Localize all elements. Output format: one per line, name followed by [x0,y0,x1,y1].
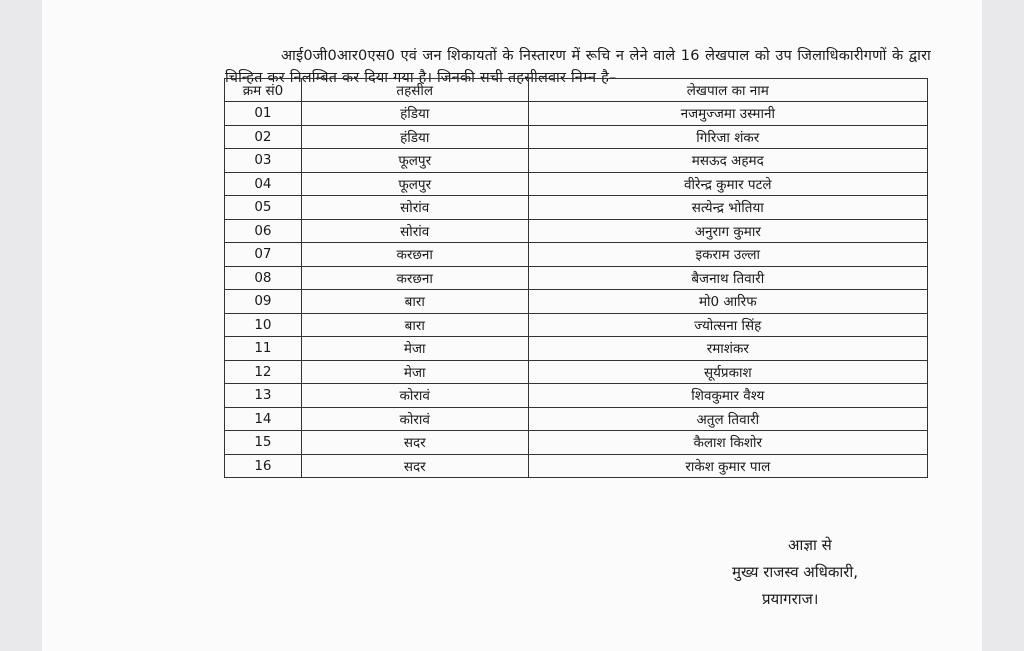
signature-order-line: आज्ञा से [788,536,832,554]
table-row [225,454,928,478]
lekhpal-name-cell: ज्योत्सना सिंह [528,313,927,337]
intro-paragraph: आई0जी0आर0एस0 एवं जन शिकायतों के निस्तारण में रूचि न लेने वाले 16 लेखपाल को उप जिलाधिकारीगणों के द्वारा चिन्हित कर निलम्बित कर दिया गया है। जिनकी सची तहसीलवार निम्न है– [225,47,931,86]
lekhpal-name-cell: गिरिजा शंकर [528,125,927,149]
table-header-row [225,79,928,102]
lekhpal-name-cell: अतुल तिवारी [528,407,927,431]
table-row [225,431,928,455]
lekhpal-table [224,78,928,478]
table-row [225,125,928,149]
serial-cell: 02 [225,125,302,149]
serial-cell: 03 [225,149,302,173]
header-lekhpal-name: लेखपाल का नाम [528,79,927,102]
serial-cell: 01 [225,102,302,126]
tehsil-cell: कोरावं [301,407,528,431]
serial-cell: 12 [225,360,302,384]
header-tehsil: तहसील [301,79,528,102]
lekhpal-name-cell: नजमुज्जमा उस्मानी [528,102,927,126]
tehsil-cell: फूलपुर [301,149,528,173]
tehsil-cell: करछना [301,243,528,267]
tehsil-cell: करछना [301,266,528,290]
tehsil-cell: हंडिया [301,102,528,126]
lekhpal-name-cell: राकेश कुमार पाल [528,454,927,478]
serial-cell: 04 [225,172,302,196]
table-row [225,243,928,267]
tehsil-cell: सदर [301,454,528,478]
lekhpal-name-cell: मो0 आरिफ [528,290,927,314]
lekhpal-name-cell: शिवकुमार वैश्य [528,384,927,408]
serial-cell: 11 [225,337,302,361]
serial-cell: 13 [225,384,302,408]
serial-cell: 05 [225,196,302,220]
table-row [225,384,928,408]
tehsil-cell: मेजा [301,360,528,384]
tehsil-cell: सोरांव [301,196,528,220]
table-row [225,407,928,431]
table-row [225,290,928,314]
serial-cell: 09 [225,290,302,314]
tehsil-cell: बारा [301,290,528,314]
lekhpal-name-cell: सूर्यप्रकाश [528,360,927,384]
table-row [225,196,928,220]
lekhpal-name-cell: बैजनाथ तिवारी [528,266,927,290]
lekhpal-name-cell: मसऊद अहमद [528,149,927,173]
serial-cell: 15 [225,431,302,455]
tehsil-cell: बारा [301,313,528,337]
table-row [225,102,928,126]
lekhpal-name-cell: सत्येन्द्र भोतिया [528,196,927,220]
serial-cell: 06 [225,219,302,243]
tehsil-cell: सोरांव [301,219,528,243]
document-page [42,0,982,651]
serial-cell: 07 [225,243,302,267]
serial-cell: 10 [225,313,302,337]
tehsil-cell: सदर [301,431,528,455]
serial-cell: 16 [225,454,302,478]
tehsil-cell: मेजा [301,337,528,361]
lekhpal-name-cell: इकराम उल्ला [528,243,927,267]
signature-location: प्रयागराज। [762,590,819,608]
lekhpal-name-cell: अनुराग कुमार [528,219,927,243]
tehsil-cell: हंडिया [301,125,528,149]
tehsil-cell: कोरावं [301,384,528,408]
lekhpal-name-cell: कैलाश किशोर [528,431,927,455]
table-row [225,149,928,173]
lekhpal-name-cell: रमाशंकर [528,337,927,361]
header-serial: क्रम सं0 [225,79,302,102]
tehsil-cell: फूलपुर [301,172,528,196]
serial-cell: 14 [225,407,302,431]
table-row [225,360,928,384]
signature-designation: मुख्य राजस्व अधिकारी, [732,563,859,581]
table-row [225,337,928,361]
table-row [225,219,928,243]
table-row [225,313,928,337]
table-row [225,266,928,290]
lekhpal-name-cell: वीरेन्द्र कुमार पटले [528,172,927,196]
table-row [225,172,928,196]
serial-cell: 08 [225,266,302,290]
signature-block [732,532,922,613]
